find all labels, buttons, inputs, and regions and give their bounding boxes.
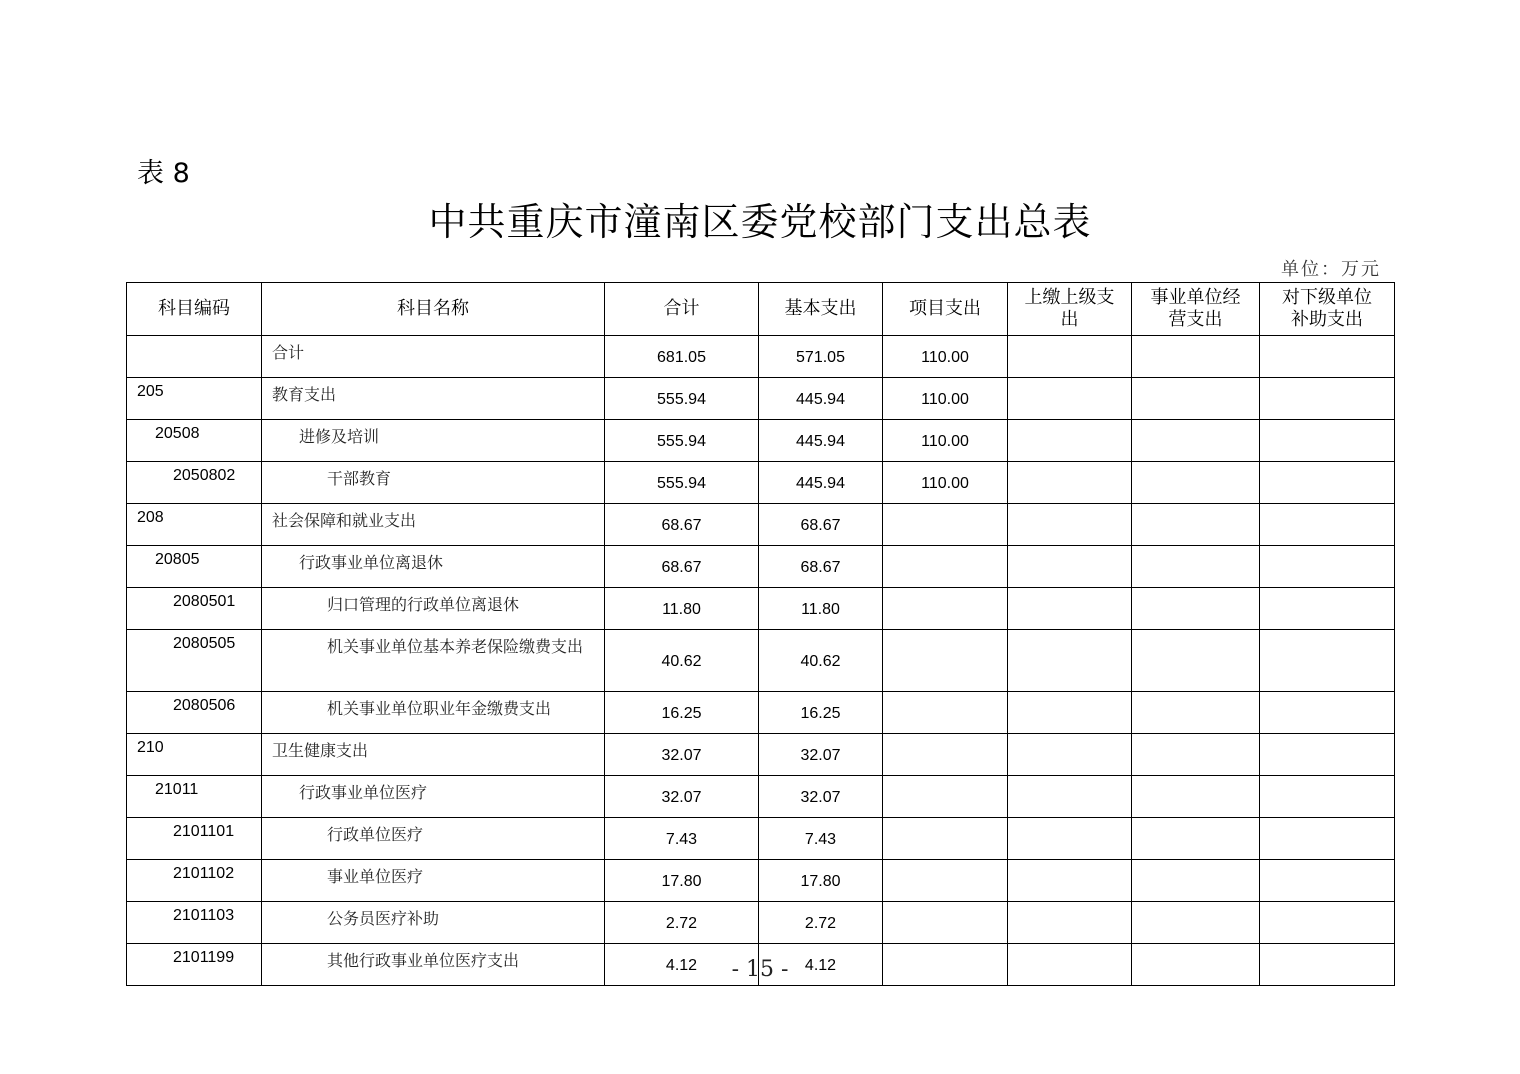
cell-total: 68.67 <box>605 546 759 588</box>
cell-business <box>1132 546 1260 588</box>
cell-business <box>1132 504 1260 546</box>
table-row <box>127 734 1395 776</box>
cell-lower <box>1260 462 1395 504</box>
cell-total: 11.80 <box>605 588 759 630</box>
cell-total: 7.43 <box>605 818 759 860</box>
cell-lower <box>1260 336 1395 378</box>
cell-upper <box>1008 378 1132 420</box>
cell-name: 行政事业单位医疗 <box>262 776 605 818</box>
cell-basic: 68.67 <box>759 546 883 588</box>
table-row <box>127 336 1395 378</box>
cell-total: 555.94 <box>605 420 759 462</box>
cell-upper <box>1008 336 1132 378</box>
cell-code: 2101103 <box>127 902 262 944</box>
cell-upper <box>1008 462 1132 504</box>
cell-total: 555.94 <box>605 378 759 420</box>
cell-basic: 17.80 <box>759 860 883 902</box>
cell-code: 20805 <box>127 546 262 588</box>
cell-upper <box>1008 630 1132 692</box>
cell-lower <box>1260 734 1395 776</box>
header-total: 合计 <box>605 283 759 336</box>
cell-lower <box>1260 902 1395 944</box>
cell-basic: 445.94 <box>759 378 883 420</box>
cell-basic: 11.80 <box>759 588 883 630</box>
cell-business <box>1132 420 1260 462</box>
cell-upper <box>1008 420 1132 462</box>
cell-business <box>1132 462 1260 504</box>
cell-name: 机关事业单位职业年金缴费支出 <box>262 692 605 734</box>
cell-basic: 40.62 <box>759 630 883 692</box>
cell-basic: 32.07 <box>759 776 883 818</box>
cell-name: 事业单位医疗 <box>262 860 605 902</box>
cell-upper <box>1008 692 1132 734</box>
cell-business <box>1132 336 1260 378</box>
cell-basic: 445.94 <box>759 462 883 504</box>
cell-code: 205 <box>127 378 262 420</box>
cell-total: 40.62 <box>605 630 759 692</box>
cell-upper <box>1008 504 1132 546</box>
document-title: 中共重庆市潼南区委党校部门支出总表 <box>428 200 1092 244</box>
cell-code: 2101101 <box>127 818 262 860</box>
table-row <box>127 420 1395 462</box>
cell-business <box>1132 588 1260 630</box>
cell-basic: 571.05 <box>759 336 883 378</box>
cell-business <box>1132 776 1260 818</box>
expenditure-table <box>126 282 1395 986</box>
header-upper: 上缴上级支出 <box>1008 283 1132 336</box>
cell-total: 555.94 <box>605 462 759 504</box>
cell-lower <box>1260 378 1395 420</box>
cell-lower <box>1260 504 1395 546</box>
cell-project <box>883 776 1008 818</box>
cell-total: 2.72 <box>605 902 759 944</box>
cell-basic: 4.12 <box>759 944 883 986</box>
cell-project <box>883 588 1008 630</box>
table-row <box>127 902 1395 944</box>
header-business: 事业单位经营支出 <box>1132 283 1260 336</box>
cell-upper <box>1008 546 1132 588</box>
table-row <box>127 462 1395 504</box>
cell-code: 210 <box>127 734 262 776</box>
cell-project <box>883 692 1008 734</box>
cell-name: 行政单位医疗 <box>262 818 605 860</box>
cell-project: 110.00 <box>883 378 1008 420</box>
cell-lower <box>1260 776 1395 818</box>
cell-upper <box>1008 860 1132 902</box>
cell-business <box>1132 692 1260 734</box>
cell-name: 干部教育 <box>262 462 605 504</box>
cell-total: 68.67 <box>605 504 759 546</box>
cell-upper <box>1008 776 1132 818</box>
cell-business <box>1132 818 1260 860</box>
table-row <box>127 630 1395 692</box>
cell-project <box>883 818 1008 860</box>
header-basic: 基本支出 <box>759 283 883 336</box>
cell-total: 681.05 <box>605 336 759 378</box>
table-body <box>127 336 1395 986</box>
cell-business <box>1132 630 1260 692</box>
cell-basic: 2.72 <box>759 902 883 944</box>
cell-upper <box>1008 902 1132 944</box>
cell-name: 其他行政事业单位医疗支出 <box>262 944 605 986</box>
cell-project: 110.00 <box>883 336 1008 378</box>
cell-code: 20508 <box>127 420 262 462</box>
cell-business <box>1132 378 1260 420</box>
cell-project <box>883 902 1008 944</box>
cell-name: 教育支出 <box>262 378 605 420</box>
header-name: 科目名称 <box>262 283 605 336</box>
cell-total: 32.07 <box>605 776 759 818</box>
cell-project <box>883 734 1008 776</box>
table-row <box>127 504 1395 546</box>
cell-code: 2050802 <box>127 462 262 504</box>
table-row <box>127 776 1395 818</box>
cell-project: 110.00 <box>883 462 1008 504</box>
table-row <box>127 378 1395 420</box>
header-row <box>127 283 1395 336</box>
cell-business <box>1132 860 1260 902</box>
table-row <box>127 860 1395 902</box>
cell-basic: 7.43 <box>759 818 883 860</box>
cell-name: 进修及培训 <box>262 420 605 462</box>
cell-project: 110.00 <box>883 420 1008 462</box>
cell-project <box>883 546 1008 588</box>
header-lower: 对下级单位补助支出 <box>1260 283 1395 336</box>
cell-name: 社会保障和就业支出 <box>262 504 605 546</box>
cell-total: 16.25 <box>605 692 759 734</box>
table-row <box>127 818 1395 860</box>
cell-project <box>883 860 1008 902</box>
cell-code: 2080501 <box>127 588 262 630</box>
cell-name: 机关事业单位基本养老保险缴费支出 <box>262 630 605 692</box>
cell-lower <box>1260 818 1395 860</box>
cell-basic: 16.25 <box>759 692 883 734</box>
cell-upper <box>1008 818 1132 860</box>
cell-code: 2101199 <box>127 944 262 986</box>
cell-business <box>1132 734 1260 776</box>
table-label: 表 8 <box>137 158 190 189</box>
cell-code: 2080506 <box>127 692 262 734</box>
table-row <box>127 546 1395 588</box>
cell-basic: 32.07 <box>759 734 883 776</box>
cell-lower <box>1260 860 1395 902</box>
cell-code: 21011 <box>127 776 262 818</box>
cell-code: 2101102 <box>127 860 262 902</box>
cell-total: 17.80 <box>605 860 759 902</box>
cell-project <box>883 504 1008 546</box>
cell-lower <box>1260 692 1395 734</box>
cell-code <box>127 336 262 378</box>
cell-name: 归口管理的行政单位离退休 <box>262 588 605 630</box>
page-number: - 15 - <box>731 957 789 982</box>
table-row <box>127 588 1395 630</box>
cell-upper <box>1008 734 1132 776</box>
cell-business <box>1132 902 1260 944</box>
cell-upper <box>1008 588 1132 630</box>
cell-lower <box>1260 588 1395 630</box>
cell-basic: 68.67 <box>759 504 883 546</box>
unit-note: 单位：万元 <box>1281 259 1381 280</box>
cell-total: 4.12 <box>605 944 759 986</box>
cell-total: 32.07 <box>605 734 759 776</box>
cell-basic: 445.94 <box>759 420 883 462</box>
cell-lower <box>1260 420 1395 462</box>
cell-code: 2080505 <box>127 630 262 692</box>
header-project: 项目支出 <box>883 283 1008 336</box>
cell-project <box>883 630 1008 692</box>
cell-name: 公务员医疗补助 <box>262 902 605 944</box>
cell-name: 行政事业单位离退休 <box>262 546 605 588</box>
cell-name: 合计 <box>262 336 605 378</box>
cell-lower <box>1260 630 1395 692</box>
cell-lower <box>1260 546 1395 588</box>
cell-name: 卫生健康支出 <box>262 734 605 776</box>
table-row <box>127 692 1395 734</box>
cell-code: 208 <box>127 504 262 546</box>
header-code: 科目编码 <box>127 283 262 336</box>
